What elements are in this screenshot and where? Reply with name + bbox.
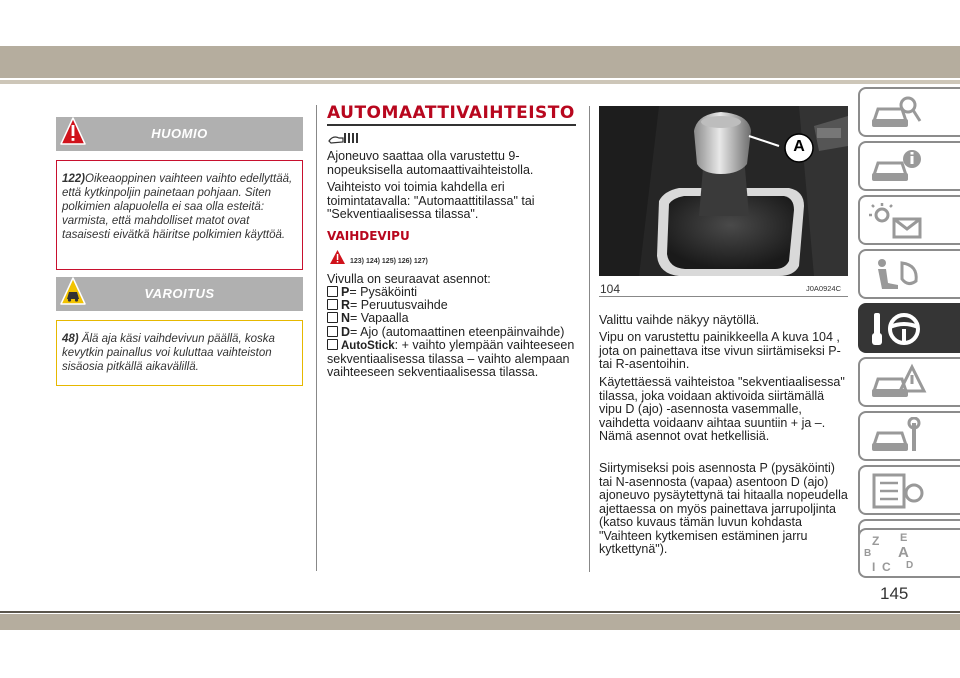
car-wrench-icon: [868, 417, 928, 457]
tab-warning-lights[interactable]: [858, 195, 960, 245]
index-letter: A: [898, 544, 909, 561]
car-search-icon: [868, 93, 928, 133]
index-letter: B: [864, 548, 872, 559]
list-item: N= Vapaalla: [327, 312, 577, 325]
top-band-accent: [0, 80, 960, 84]
checkbox-square-icon: [327, 299, 338, 310]
gear-lever-illustration: [599, 106, 848, 276]
right-paragraph-3: Käytettäessä vaihteistoa "sekventiaalisessa" tilassa, joka voidaan aktivoida siirtämällä vipu D (ajo) -asennosta vasemmalle, vaihdetta voidaanv aihtaa suuntiin + ja –. Nämä asennot ovat hetkellisiä.: [599, 375, 845, 443]
index-letter: Z: [872, 534, 880, 548]
tab-safety[interactable]: [858, 249, 960, 299]
tab-starting-driving[interactable]: [858, 303, 960, 353]
caution-box: [56, 320, 303, 386]
list-item: AutoStick: + vaihto ylempään vaihteeseen sekventiaalisessa tilassa – vaihto alempaan vaihteeseen sekventiaalisessa tilassa.: [327, 337, 575, 380]
warning-header: [56, 117, 303, 151]
car-hazard-icon: [868, 363, 928, 403]
equipment-variant-icon: [327, 131, 361, 145]
bottom-band: [0, 614, 960, 630]
list-item: D= Ajo (automaattinen eteenpäinvaihde): [327, 326, 577, 339]
checkbox-square-icon: [327, 286, 338, 297]
index-tab[interactable]: [858, 528, 960, 578]
right-paragraph-2: Vipu on varustettu painikkeella A kuva 104 , jota on painettava itse vivun siirtämiseksi P- tai R-asentoihin.: [599, 330, 841, 371]
column-divider-right: [589, 106, 590, 572]
tab-technical-data[interactable]: [858, 465, 960, 515]
intro-paragraph-2: Vaihteisto voi toimia kahdella eri toimintatavalla: "Automaattitilassa" tai "Sekventiaalisessa tilassa".: [327, 180, 535, 221]
right-paragraph-1: Valittu vaihde näkyy näytöllä.: [599, 313, 760, 327]
checklist-icon: [868, 471, 928, 511]
index-letter: I: [872, 560, 876, 574]
caution-text: 48) Älä aja käsi vaihdevivun päällä, koska kevytkin painallus voi kuluttaa vaihteiston sisäosia pitkällä aikavälillä.: [62, 333, 275, 373]
gear-lever-photo: [599, 106, 848, 276]
figure-number: 104: [600, 282, 621, 296]
top-band: [0, 46, 960, 78]
tab-knowing-vehicle[interactable]: [858, 141, 960, 191]
right-paragraph-4: Siirtymiseksi pois asennosta P (pysäköinti) tai N-asennosta (vapaa) asentoon D (ajo) ajoneuvo pysäytettynä tai hitaalla nopeudella ajettaessa on myös painettava jarrupoljinta (katso kuvaus tämän luvun kohdasta "Vaihteen kytkemisen estäminen jarru kytkettynä").: [599, 461, 848, 556]
warning-number: 122): [62, 173, 86, 185]
gear-positions-list: [327, 286, 577, 379]
subsection-title: VAIHDEVIPU: [327, 229, 410, 243]
warning-references: 123) 124) 125) 126) 127): [350, 258, 428, 265]
page-number: 145: [880, 584, 909, 603]
small-warning-icon: [329, 249, 346, 265]
tab-emergency[interactable]: [858, 357, 960, 407]
checkbox-square-icon: [327, 326, 338, 337]
index-letter: C: [882, 560, 891, 574]
checkbox-square-icon: [327, 339, 338, 350]
caution-number: 48): [62, 333, 79, 345]
seat-airbag-icon: [868, 255, 928, 295]
section-title: AUTOMAATTIVAIHTEISTO: [327, 103, 575, 123]
caution-header: [56, 277, 303, 311]
index-letter: E: [900, 532, 908, 544]
figure-caption-rule: [599, 296, 848, 297]
checkbox-square-icon: [327, 312, 338, 323]
warning-title: HUOMIO: [151, 126, 208, 141]
intro-paragraph-1: Ajoneuvo saattaa olla varustettu 9-nopeuksisella automaattivaihteistolla.: [327, 149, 534, 177]
figure-code: J0A0924C: [806, 284, 842, 293]
light-message-icon: [868, 201, 928, 241]
caution-title: VAROITUS: [144, 286, 215, 301]
bottom-rule: [0, 611, 960, 613]
warning-box: [56, 160, 303, 270]
key-steering-wheel-icon: [868, 309, 928, 349]
positions-intro: Vivulla on seuraavat asennot:: [327, 272, 491, 286]
tab-dashboard[interactable]: [858, 87, 960, 137]
warning-text: 122)Oikeaoppinen vaihteen vaihto edellyttää, että kytkinpoljin painetaan pohjaan. Siten polkimien alapuolella ei saa olla esteitä: varmista, että mahdolliset matot ovat tasaisesti eivätkä häiritse polkimien käyttöä.: [62, 173, 293, 241]
car-info-icon: [868, 147, 928, 187]
column-divider-left: [316, 105, 317, 571]
section-title-rule: [327, 124, 576, 126]
list-item: P= Pysäköinti: [327, 286, 577, 299]
tab-maintenance[interactable]: [858, 411, 960, 461]
figure-callout-label: A: [793, 138, 805, 155]
list-item: R= Peruutusvaihde: [327, 299, 577, 312]
index-letter: D: [906, 560, 914, 571]
